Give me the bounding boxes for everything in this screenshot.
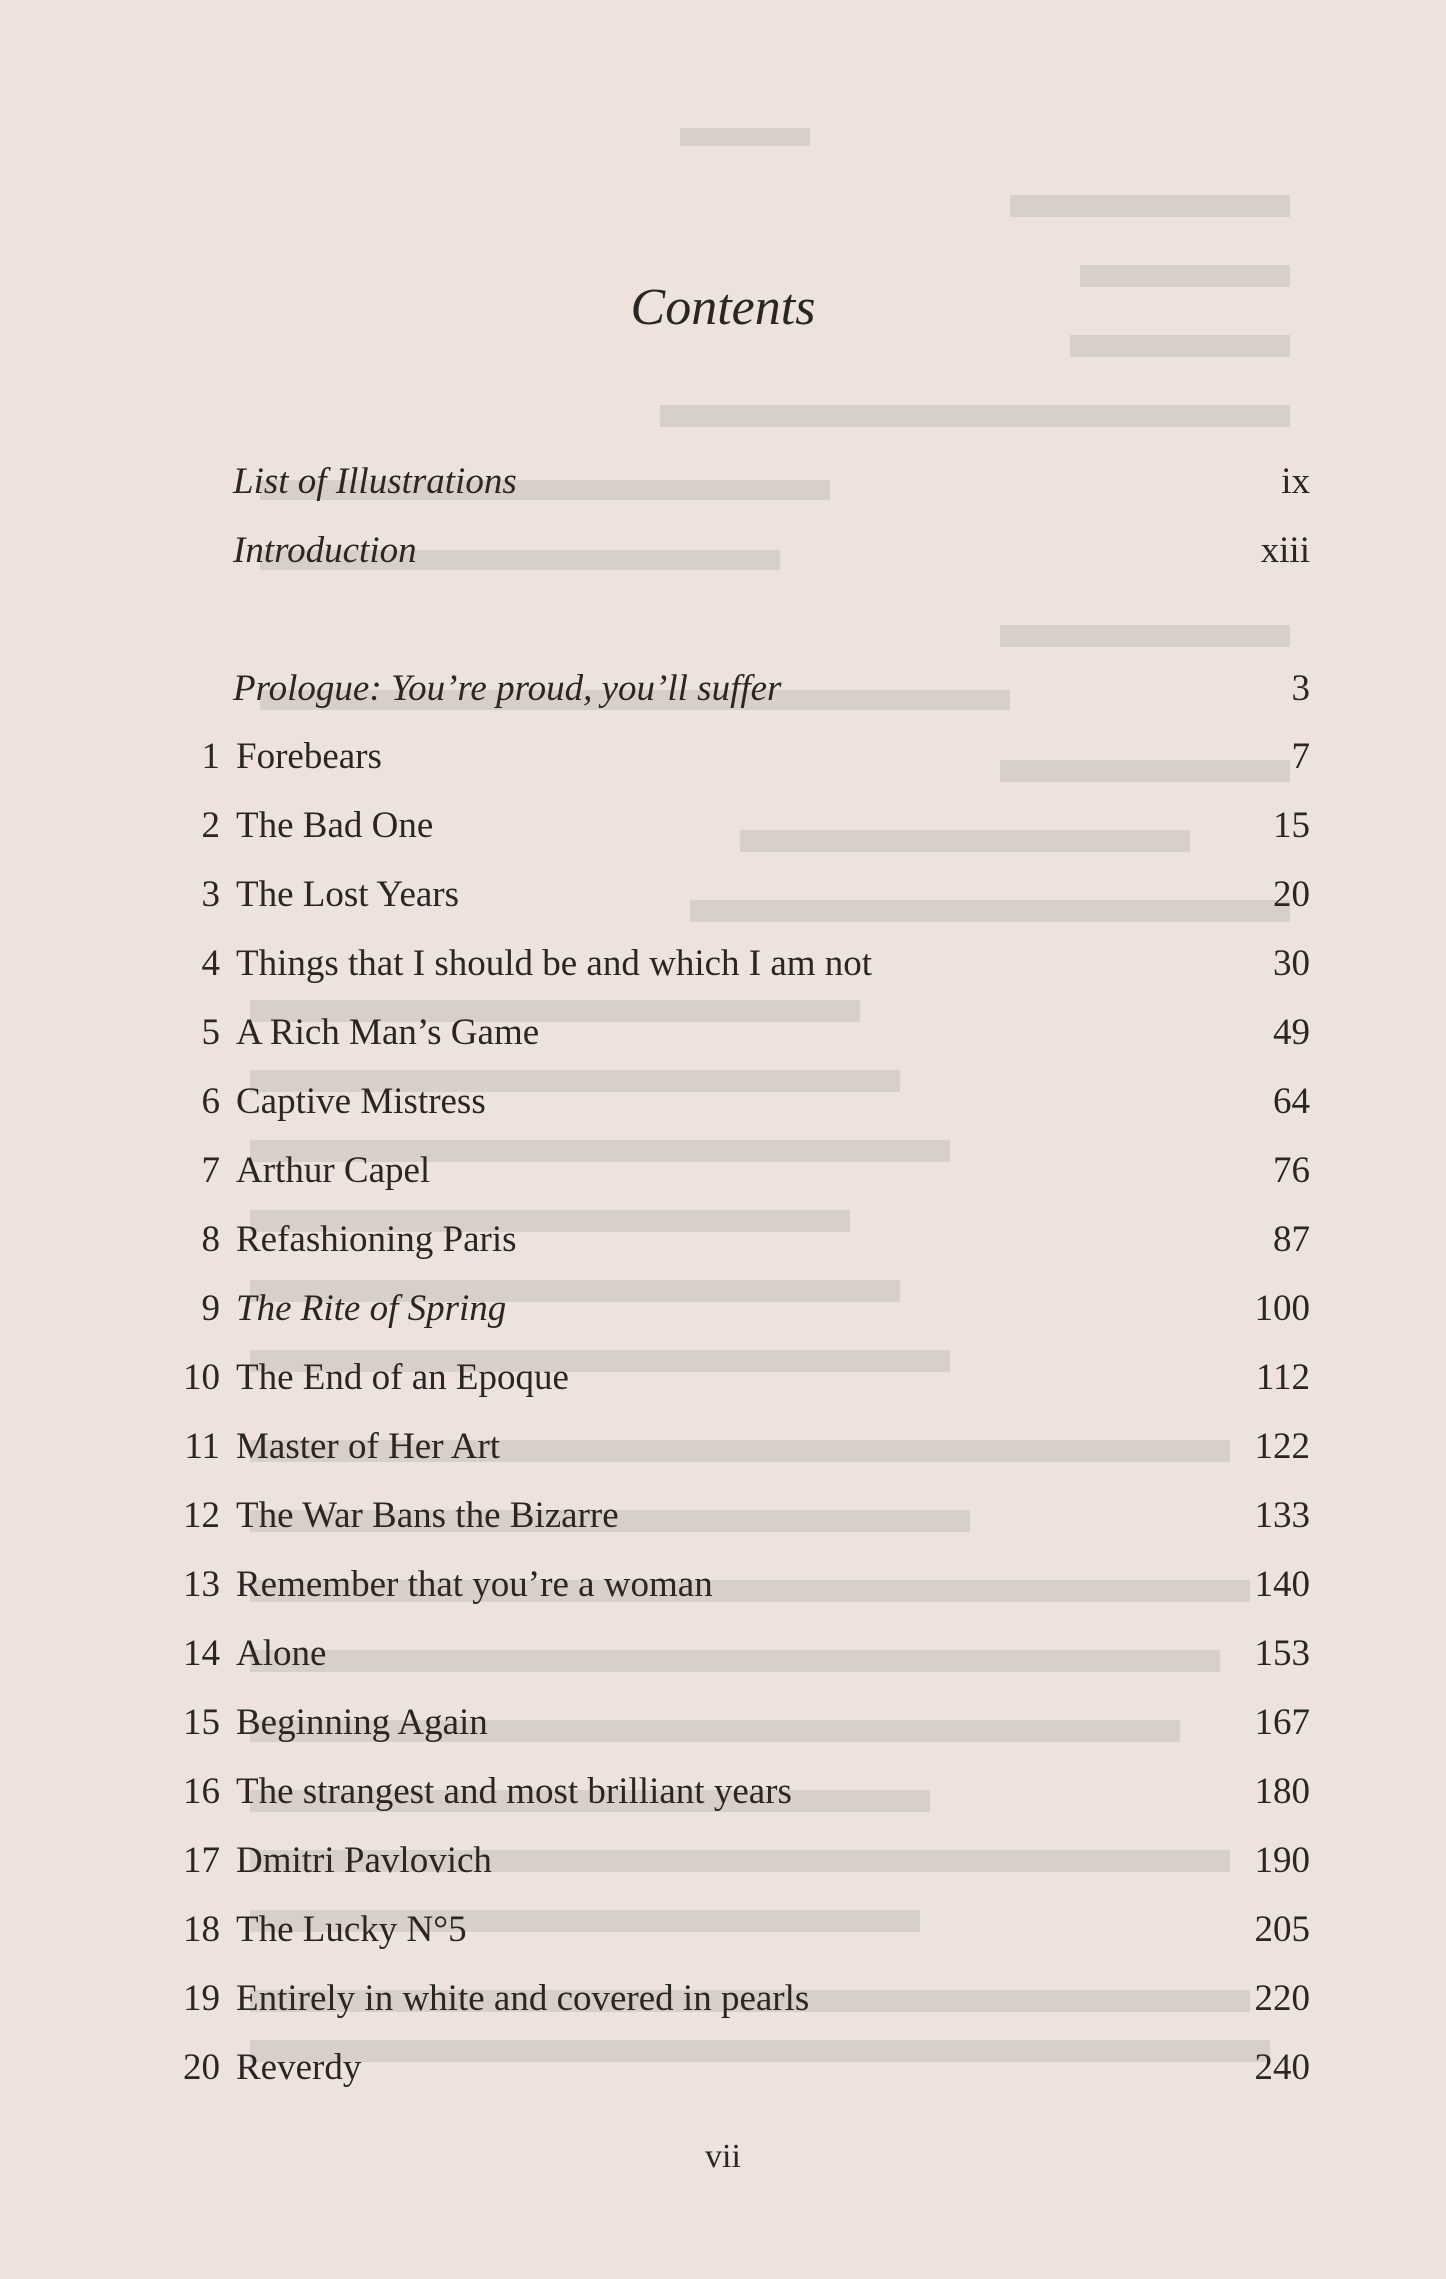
- toc-entry-label: List of Illustrations: [233, 461, 517, 502]
- toc-entry-label: Refashioning Paris: [236, 1219, 517, 1260]
- toc-entry-label: Introduction: [233, 530, 417, 571]
- toc-chapter-row: [0, 727, 1446, 787]
- toc-entry-label: The strangest and most brilliant years: [236, 1771, 792, 1812]
- toc-page-number: 20: [1273, 874, 1310, 915]
- toc-chapter-row: [0, 1072, 1446, 1132]
- toc-chapter-row: [0, 1693, 1446, 1753]
- toc-entry-label: Master of Her Art: [236, 1426, 501, 1467]
- toc-page-number: 180: [1254, 1771, 1310, 1812]
- toc-page-number: 3: [1291, 668, 1310, 709]
- toc-entry-label: Beginning Again: [236, 1702, 488, 1743]
- toc-front-matter-row: [0, 452, 1446, 512]
- toc-chapter-row: [0, 865, 1446, 925]
- toc-page-number: 87: [1273, 1219, 1310, 1260]
- toc-page-number: 49: [1273, 1012, 1310, 1053]
- toc-chapter-number: 13: [183, 1564, 220, 1605]
- toc-chapter-row: [0, 1624, 1446, 1684]
- toc-chapter-row: [0, 2038, 1446, 2098]
- toc-entry-label: Forebears: [236, 736, 382, 777]
- toc-entry-label: Arthur Capel: [236, 1150, 431, 1191]
- page-title: Contents: [630, 279, 816, 336]
- toc-entry-label: The Lucky N°5: [236, 1909, 467, 1950]
- folio-page-number: vii: [705, 2138, 741, 2175]
- toc-page-number: 153: [1254, 1633, 1310, 1674]
- toc-chapter-number: 9: [201, 1288, 220, 1329]
- toc-chapter-number: 10: [183, 1357, 220, 1398]
- toc-chapter-row: [0, 1969, 1446, 2029]
- toc-chapter-row: [0, 1762, 1446, 1822]
- toc-page-number: 190: [1254, 1840, 1310, 1881]
- toc-chapter-row: [0, 1555, 1446, 1615]
- toc-chapter-number: 18: [183, 1909, 220, 1950]
- toc-chapter-row: [0, 1348, 1446, 1408]
- toc-chapter-number: 12: [183, 1495, 220, 1536]
- toc-chapter-number: 17: [183, 1840, 220, 1881]
- toc-chapter-row: [0, 1141, 1446, 1201]
- toc-chapter-row: [0, 1831, 1446, 1891]
- toc-chapter-row: [0, 1486, 1446, 1546]
- toc-entry-label: Things that I should be and which I am not: [236, 943, 873, 984]
- toc-page-number: 220: [1254, 1978, 1310, 2019]
- toc-chapter-row: [0, 1003, 1446, 1063]
- toc-page-number: 240: [1254, 2047, 1310, 2088]
- toc-chapter-number: 14: [183, 1633, 220, 1674]
- toc-chapter-number: 7: [201, 1150, 220, 1191]
- toc-page-number: 15: [1273, 805, 1310, 846]
- toc-entry-label: The Lost Years: [236, 874, 460, 915]
- toc-front-matter-row: [0, 521, 1446, 581]
- toc-chapter-number: 20: [183, 2047, 220, 2088]
- toc-entry-label: A Rich Man’s Game: [236, 1012, 540, 1053]
- toc-chapter-number: 16: [183, 1771, 220, 1812]
- toc-page-number: 133: [1254, 1495, 1310, 1536]
- toc-page-number: 122: [1254, 1426, 1310, 1467]
- toc-entry-label: Alone: [236, 1633, 327, 1674]
- toc-entry-label: The Bad One: [236, 805, 434, 846]
- toc-page-number: 140: [1254, 1564, 1310, 1605]
- toc-chapter-number: 6: [201, 1081, 220, 1122]
- toc-page-number: 64: [1273, 1081, 1310, 1122]
- toc-entry-label: Prologue: You’re proud, you’ll suffer: [233, 668, 782, 709]
- toc-chapter-number: 19: [183, 1978, 220, 2019]
- toc-page-number: ix: [1281, 461, 1310, 502]
- toc-entry-label: Reverdy: [236, 2047, 362, 2088]
- toc-chapter-row: [0, 796, 1446, 856]
- toc-front-matter-row: [0, 659, 1446, 719]
- toc-chapter-number: 8: [201, 1219, 220, 1260]
- toc-entry-label: The End of an Epoque: [236, 1357, 569, 1398]
- toc-chapter-number: 5: [201, 1012, 220, 1053]
- toc-page-number: 112: [1255, 1357, 1310, 1398]
- toc-chapter-number: 4: [201, 943, 220, 984]
- toc-chapter-number: 2: [201, 805, 220, 846]
- toc-chapter-number: 15: [183, 1702, 220, 1743]
- toc-chapter-row: [0, 1900, 1446, 1960]
- toc-entry-label: Entirely in white and covered in pearls: [236, 1978, 810, 2019]
- toc-page-number: 205: [1254, 1909, 1310, 1950]
- toc-page-number: xiii: [1260, 530, 1310, 571]
- toc-page-number: 7: [1291, 736, 1310, 777]
- toc-page-number: 76: [1273, 1150, 1310, 1191]
- toc-entry-label: Remember that you’re a woman: [236, 1564, 713, 1605]
- toc-entry-label: Captive Mistress: [236, 1081, 486, 1122]
- toc-chapter-row: [0, 1210, 1446, 1270]
- toc-chapter-number: 3: [201, 874, 220, 915]
- toc-entry-label: The War Bans the Bizarre: [236, 1495, 619, 1536]
- toc-entry-label: The Rite of Spring: [236, 1288, 507, 1329]
- toc-chapter-row: [0, 934, 1446, 994]
- toc-chapter-number: 1: [201, 736, 220, 777]
- toc-chapter-row: [0, 1279, 1446, 1339]
- toc-chapter-row: [0, 1417, 1446, 1477]
- toc-entry-label: Dmitri Pavlovich: [236, 1840, 492, 1881]
- toc-page-number: 30: [1273, 943, 1310, 984]
- toc-page-number: 167: [1254, 1702, 1310, 1743]
- toc-chapter-number: 11: [184, 1426, 220, 1467]
- toc-page-number: 100: [1254, 1288, 1310, 1329]
